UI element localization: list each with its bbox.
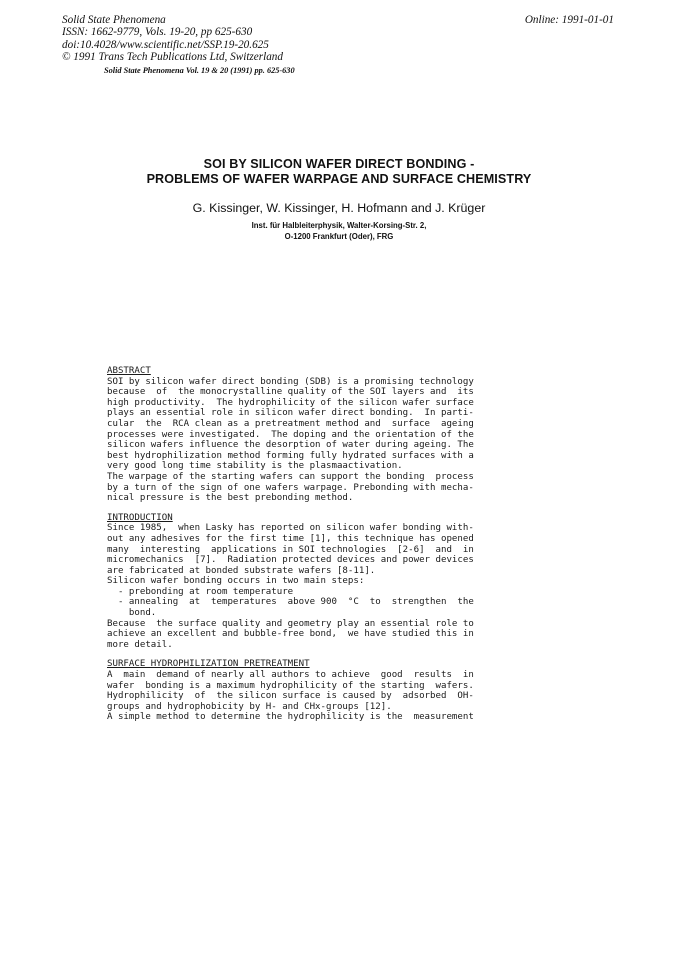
text-line: processes were investigated. The doping and the orientation of the (107, 429, 474, 440)
text-line: SOI by silicon wafer direct bonding (SDB) is a promising technology (107, 376, 474, 387)
affiliation (0, 220, 678, 242)
text-line: cular the RCA clean as a pretreatment method and surface ageing (107, 418, 474, 429)
text-line: bond. (107, 608, 157, 619)
doi-line[interactable]: doi:10.4028/www.scientific.net/SSP.19-20.625 (62, 38, 269, 51)
surface-hydrophilization-section (107, 659, 549, 723)
title-line-2: PROBLEMS OF WAFER WARPAGE AND SURFACE CHEMISTRY (146, 172, 532, 186)
text-line: nical pressure is the best prebonding method. (107, 493, 354, 504)
section-heading: ABSTRACT (107, 366, 151, 376)
journal-name: Solid State Phenomena (62, 14, 166, 26)
title-line-1: SOI BY SILICON WAFER DIRECT BONDING - (203, 157, 475, 171)
text-line: plays an essential role in silicon wafer direct bonding. In parti- (107, 408, 474, 419)
affiliation-line-2: O-1200 Frankfurt (Oder), FRG (284, 232, 394, 241)
text-line: best hydrophilization method forming fully hydrated surfaces with a (107, 450, 474, 461)
online-date: Online: 1991-01-01 (524, 14, 614, 26)
text-line: because of the monocrystalline quality of the SOI layers and its (107, 387, 474, 398)
text-line: many interesting applications in SOI technologies [2-6] and in (107, 544, 474, 555)
section-spacer (107, 504, 549, 513)
text-line: achieve an excellent and bubble-free bond, we have studied this in (107, 629, 474, 640)
journal-volume-line: Solid State Phenomena Vol. 19 & 20 (1991) pp. 625-630 (104, 66, 295, 75)
text-line: Hydrophilicity of the silicon surface is caused by adsorbed OH- (107, 691, 474, 702)
text-line: Silicon wafer bonding occurs in two main steps: (107, 576, 365, 587)
section-spacer (107, 650, 549, 659)
author-list: G. Kissinger, W. Kissinger, H. Hofmann and J. Krüger (192, 201, 486, 215)
text-line: out any adhesives for the first time [1], this technique has opened (107, 533, 474, 544)
text-line: silicon wafers influence the desorption of water during ageing. The (107, 440, 474, 451)
text-line: groups and hydrophobicity by H- and CHx-groups [12]. (107, 701, 392, 712)
text-line: very good long time stability is the plasmaactivation. (107, 461, 403, 472)
text-line: - annealing at temperatures above 900 °C to strengthen the (107, 597, 474, 608)
text-line: by a turn of the sign of one wafers warpage. Prebonding with mecha- (107, 482, 474, 493)
section-heading: INTRODUCTION (107, 512, 173, 523)
text-line: are fabricated at bonded substrate wafers [8-11]. (107, 565, 376, 576)
text-line: The warpage of the starting wafers can support the bonding process (107, 471, 474, 482)
paper-title (0, 157, 678, 187)
section-heading: SURFACE HYDROPHILIZATION PRETREATMENT (107, 659, 310, 670)
text-line: - prebonding at room temperature (107, 586, 294, 597)
text-line: micromechanics [7]. Radiation protected devices and power devices (107, 555, 474, 566)
copyright-line: © 1991 Trans Tech Publications Ltd, Switzerland (62, 50, 283, 63)
text-line: Since 1985, when Lasky has reported on silicon wafer bonding with- (107, 523, 474, 534)
abstract-section (107, 366, 549, 504)
paper-body (107, 366, 549, 723)
text-line: wafer bonding is a maximum hydrophilicity of the starting wafers. (107, 680, 474, 691)
text-line: Because the surface quality and geometry play an essential role to (107, 618, 474, 629)
affiliation-line-1: Inst. für Halbleiterphysik, Walter-Korsing-Str. 2, (251, 221, 427, 230)
issn-line: ISSN: 1662-9779, Vols. 19-20, pp 625-630 (62, 26, 253, 39)
text-line: high productivity. The hydrophilicity of the silicon wafer surface (107, 397, 474, 408)
introduction-section (107, 513, 549, 651)
publication-info (62, 14, 283, 63)
text-line: A simple method to determine the hydrophilicity is the measurement (107, 712, 474, 723)
text-line: more detail. (107, 639, 173, 650)
text-line: A main demand of nearly all authors to achieve good results in (107, 670, 474, 681)
